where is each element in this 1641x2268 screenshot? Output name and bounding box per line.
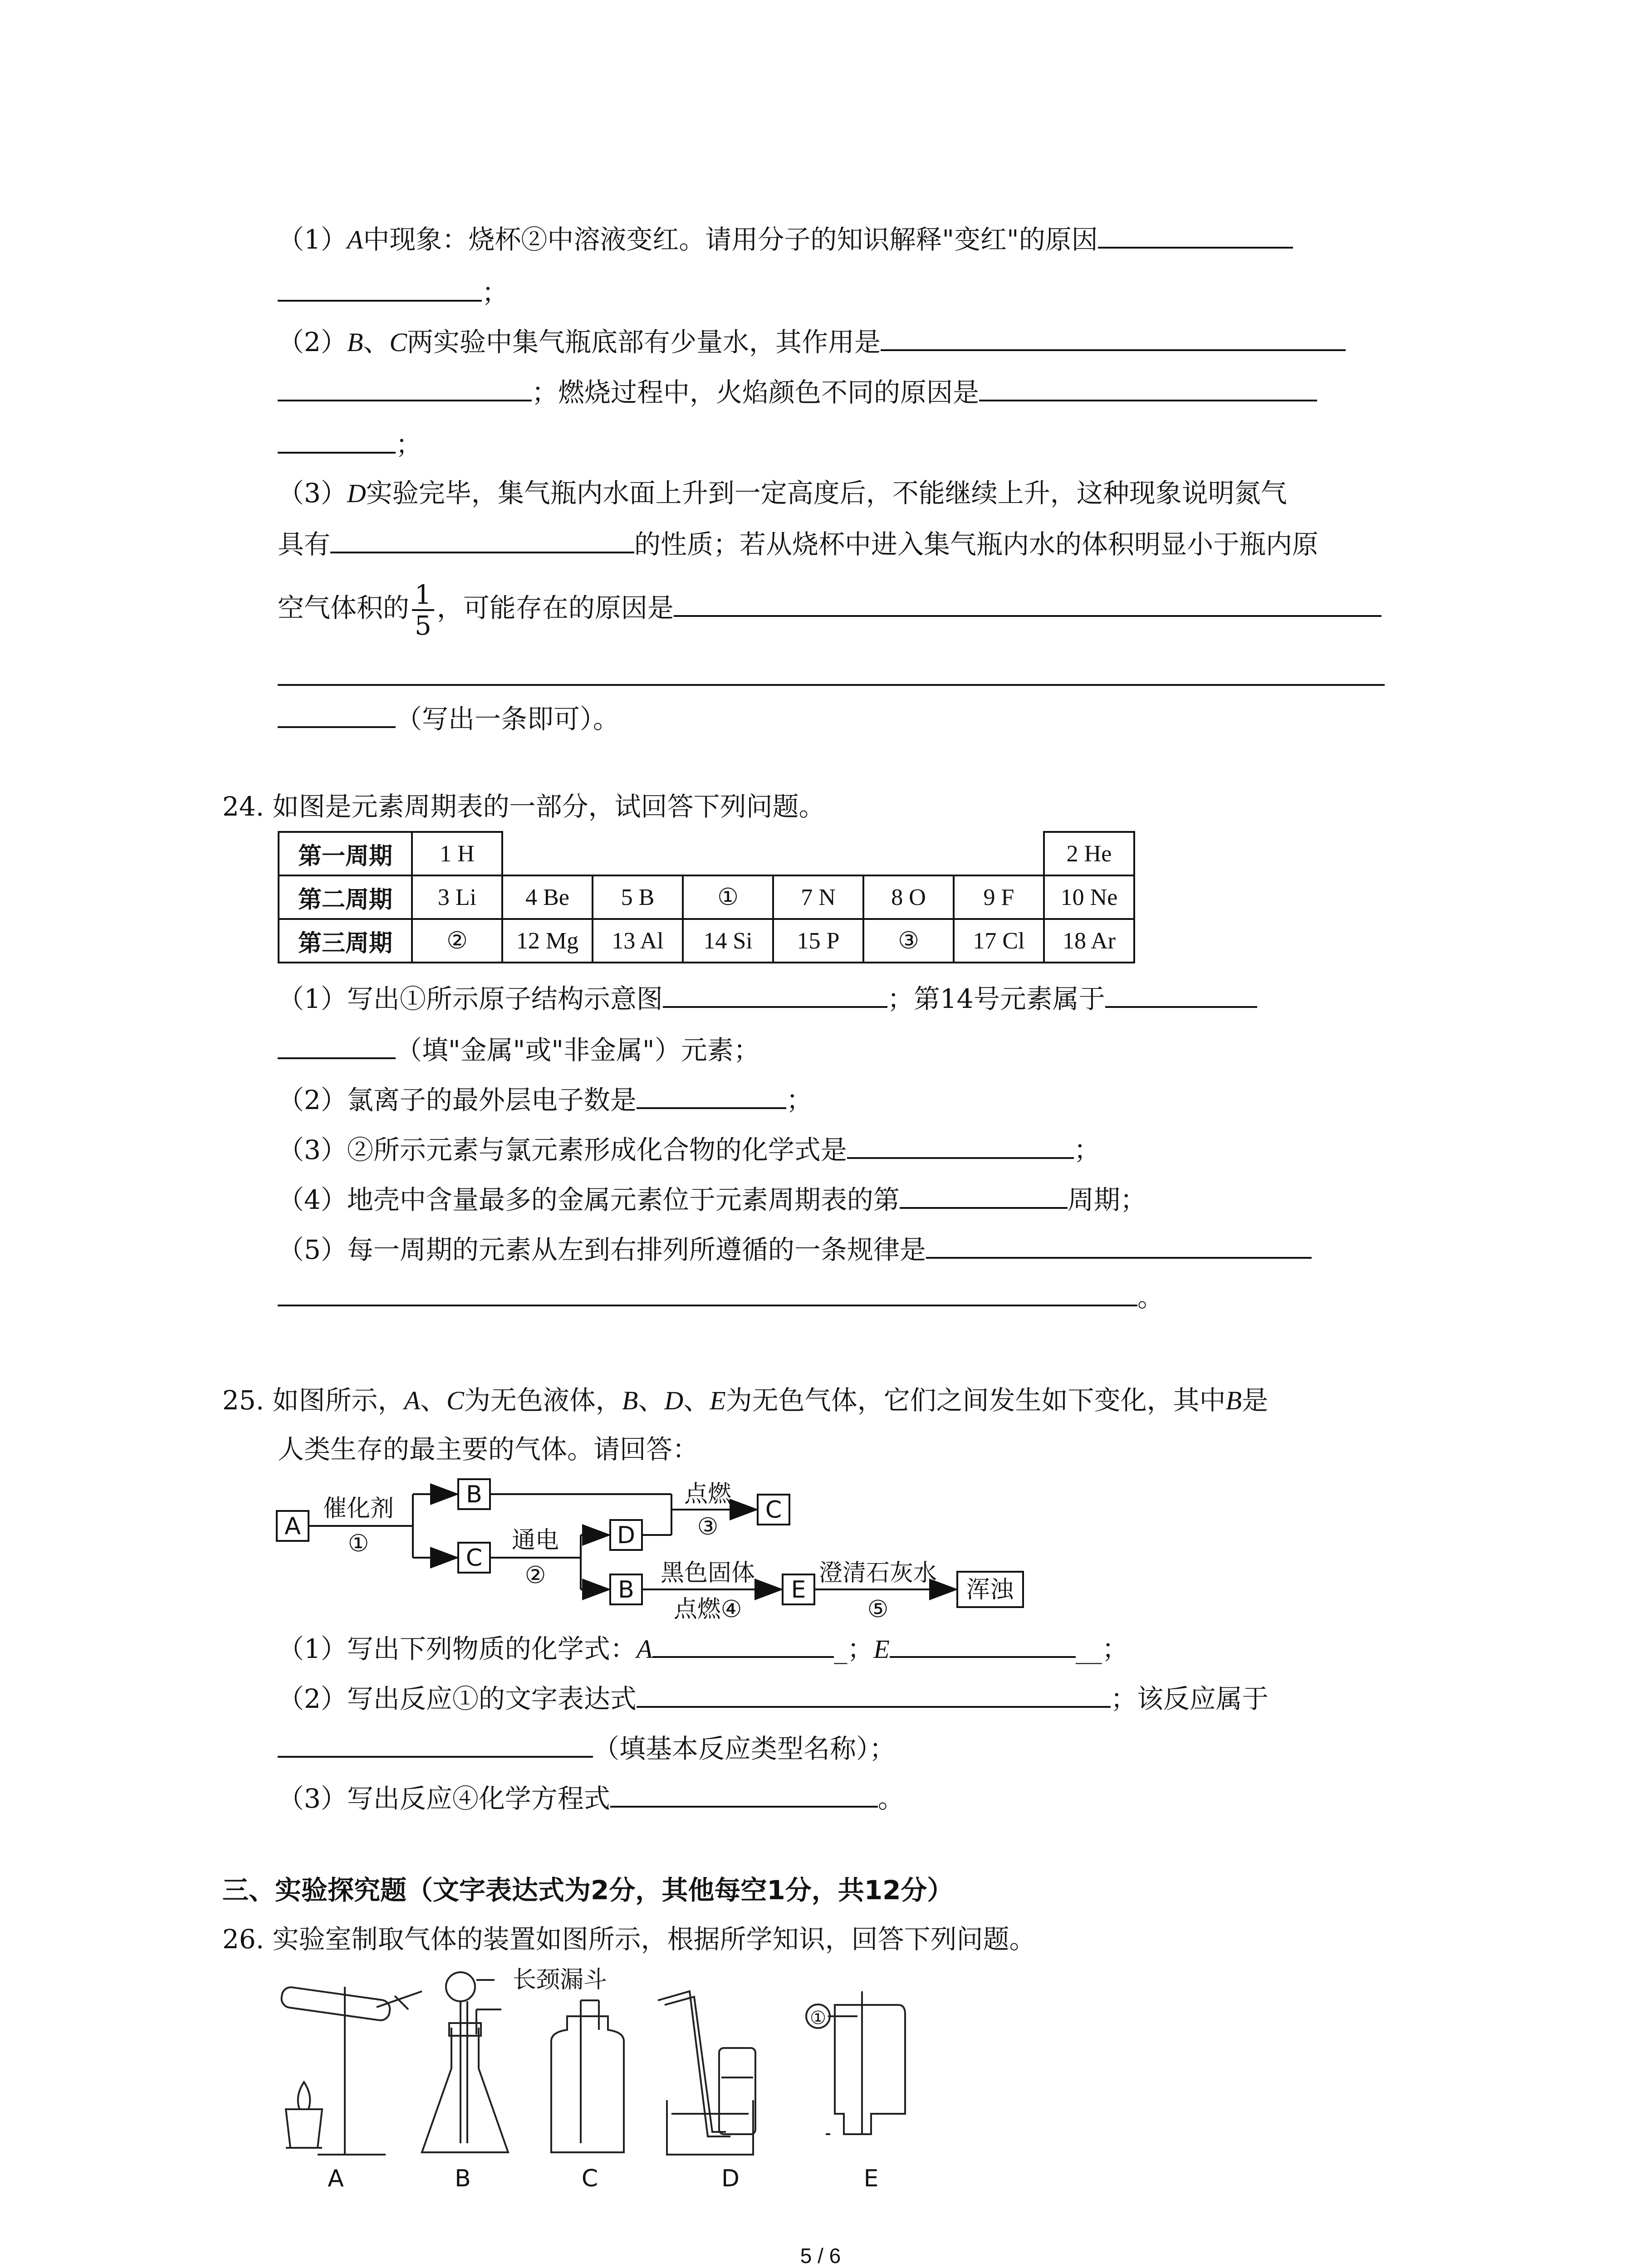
- q24-s2: （2）氯离子的最外层电子数是 ；: [278, 1082, 813, 1116]
- answer-blank[interactable]: [330, 526, 634, 553]
- label-E: E: [791, 1576, 806, 1603]
- apparatus-B: [422, 1972, 508, 2152]
- answer-blank[interactable]: [652, 1631, 834, 1658]
- q24-s5-cont: 。: [278, 1279, 1164, 1313]
- label-C: C: [465, 1545, 483, 1572]
- q23-line6: （3）D实验完毕，集气瓶内水面上升到一定高度后，不能继续上升，这种现象说明氮气: [278, 478, 1287, 508]
- answer-blank[interactable]: [278, 701, 396, 728]
- answer-blank[interactable]: [637, 1681, 1111, 1708]
- label-ignite: 点燃: [684, 1481, 732, 1508]
- answer-blank[interactable]: [847, 1132, 1074, 1159]
- answer-blank[interactable]: [278, 1279, 1137, 1306]
- label-electrolysis: 通电: [511, 1527, 559, 1554]
- label-apparatus-C: C: [581, 2165, 598, 2191]
- q23-line7: 具有 的性质；若从烧杯中进入集气瓶内水的体积明显小于瓶内原: [278, 526, 1318, 560]
- q25-s1: （1）写出下列物质的化学式：A _；E __；: [278, 1631, 1128, 1665]
- apparatus-A: [280, 1986, 422, 2155]
- answer-blank[interactable]: [926, 1232, 1312, 1259]
- q24-s5: （5）每一周期的元素从左到右排列所遵循的一条规律是: [278, 1232, 1312, 1266]
- label-B: B: [466, 1481, 482, 1508]
- label-r2: ②: [524, 1562, 546, 1589]
- answer-blank[interactable]: [663, 981, 887, 1008]
- answer-blank[interactable]: [278, 1032, 396, 1059]
- label-ignite4: 点燃④: [673, 1596, 742, 1623]
- label-limewater: 澄清石灰水: [818, 1559, 937, 1587]
- label-D: D: [617, 1522, 636, 1549]
- table-row: 第二周期 3 Li 4 Be 5 B ① 7 N 8 O 9 F 10 Ne: [279, 875, 1134, 919]
- reaction-flow-diagram: [272, 1476, 1071, 1626]
- q24-s3: （3）②所示元素与氯元素形成化合物的化学式是 ；: [278, 1132, 1100, 1166]
- label-r3: ③: [697, 1513, 719, 1540]
- answer-blank[interactable]: [674, 590, 1381, 617]
- periodic-table-excerpt: [278, 831, 1135, 963]
- page-number: 5 / 6: [800, 2244, 841, 2268]
- fraction-one-fifth: $\frac{1}{5}$: [412, 580, 434, 640]
- answer-blank[interactable]: [1098, 221, 1293, 249]
- q24-s4: （4）地壳中含量最多的金属元素位于元素周期表的第 周期；: [278, 1182, 1146, 1216]
- q23-line1: （1）A中现象：烧杯②中溶液变红。请用分子的知识解释"变红"的原因: [278, 221, 1293, 256]
- q24-s1: （1）写出①所示原子结构示意图 ；第14号元素属于: [278, 981, 1257, 1015]
- answer-blank[interactable]: [278, 274, 482, 302]
- label-B2: B: [618, 1576, 634, 1603]
- apparatus-D: [658, 1991, 755, 2155]
- q23-line10: （写出一条即可）。: [278, 701, 619, 735]
- answer-blank[interactable]: [278, 1730, 593, 1758]
- q23-line4: ；燃烧过程中，火焰颜色不同的原因是: [278, 374, 1317, 408]
- answer-blank[interactable]: [979, 374, 1317, 401]
- label-apparatus-D: D: [721, 2165, 740, 2191]
- label-r5: ⑤: [867, 1596, 889, 1623]
- q25-stem2: 人类生存的最主要的气体。请回答：: [278, 1434, 699, 1465]
- answer-blank[interactable]: [881, 324, 1346, 351]
- label-long-neck-funnel: 长颈漏斗: [513, 1966, 607, 1994]
- q26-stem: 26. 实验室制取气体的装置如图所示，根据所学知识，回答下列问题。: [222, 1924, 1036, 1955]
- label-C2: C: [765, 1496, 782, 1524]
- answer-blank[interactable]: [610, 1780, 878, 1808]
- label-black-solid: 黑色固体: [660, 1559, 755, 1587]
- q23-line3: （2）B、C两实验中集气瓶底部有少量水，其作用是: [278, 324, 1346, 358]
- q25-s2-cont: （填基本反应类型名称）；: [278, 1730, 896, 1765]
- q23-line2: ；: [278, 274, 508, 308]
- answer-blank[interactable]: [278, 426, 396, 454]
- section-heading: 三、实验探究题（文字表达式为2分，其他每空1分，共12分）: [222, 1875, 954, 1906]
- table-row: 第三周期 ② 12 Mg 13 Al 14 Si 15 P ③ 17 Cl 18 Ar: [279, 919, 1134, 963]
- q23-line5: ；: [278, 426, 422, 460]
- q23-line9: [278, 659, 1385, 693]
- label-mark-1: ①: [810, 2008, 826, 2028]
- answer-blank[interactable]: [900, 1182, 1068, 1209]
- q24-stem: 24. 如图是元素周期表的一部分，试回答下列问题。: [222, 791, 825, 822]
- q25-s3: （3）写出反应④化学方程式 。: [278, 1780, 904, 1814]
- answer-blank[interactable]: [278, 659, 1385, 686]
- answer-blank[interactable]: [278, 374, 532, 401]
- label-r1: ①: [348, 1530, 369, 1557]
- label-apparatus-E: E: [863, 2165, 879, 2191]
- label-A: A: [284, 1513, 301, 1540]
- q24-s1-cont: （填"金属"或"非金属"）元素；: [278, 1032, 760, 1066]
- q25-s2: （2）写出反应①的文字表达式 ；该反应属于: [278, 1681, 1269, 1715]
- table-row: 第一周期 1 H 2 He: [279, 832, 1134, 875]
- label-apparatus-B: B: [455, 2165, 471, 2191]
- label-catalyst: 催化剂: [323, 1495, 394, 1522]
- apparatus-C: [551, 2000, 624, 2152]
- answer-blank[interactable]: [637, 1082, 786, 1109]
- answer-blank[interactable]: [890, 1631, 1076, 1658]
- lab-apparatus-figure: [272, 1964, 1025, 2191]
- answer-blank[interactable]: [1105, 981, 1257, 1008]
- label-apparatus-A: A: [328, 2165, 344, 2191]
- label-turbid: 浑浊: [966, 1576, 1014, 1603]
- q23-line8: 空气体积的 $\frac{1}{5}$ ，可能存在的原因是: [278, 576, 1381, 640]
- q25-stem: 25. 如图所示，A、C为无色液体，B、D、E为无色气体，它们之间发生如下变化，其中B是: [222, 1385, 1269, 1416]
